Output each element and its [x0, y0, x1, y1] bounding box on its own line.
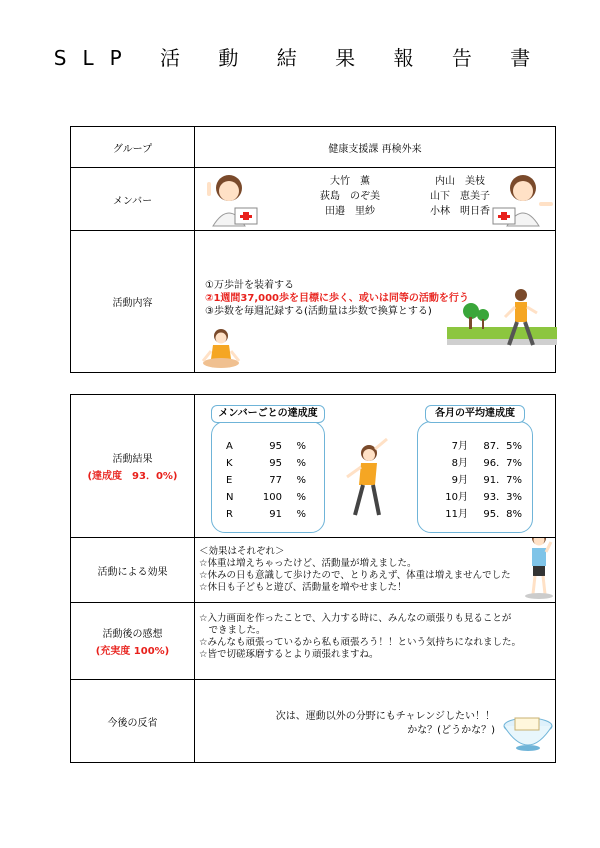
member-name: 荻島 のぞ美 [320, 191, 380, 202]
monthly-rate-box [417, 421, 533, 533]
monthly-rate-value: 91．7% [483, 475, 522, 486]
member-rate-name: A [226, 441, 233, 452]
result-cell [195, 395, 555, 537]
member-name: 小林 明日香 [430, 206, 490, 217]
effect-line: ☆休日も子どもと遊び、活動量を増やせました！ [199, 582, 407, 593]
monthly-rate-value: 95．8% [483, 509, 522, 520]
member-name: 内山 美枝 [435, 176, 485, 187]
effect-line: ☆体重は増えちゃったけど、活動量が増えました。 [199, 558, 417, 569]
content-item: ③歩数を毎週記録する(活動量は歩数で換算とする) [205, 306, 432, 317]
nurse-illustration-right [491, 172, 555, 228]
impression-label: 活動後の感想 [102, 629, 163, 640]
member-rate-name: E [226, 475, 233, 486]
members-label: メンバー [71, 168, 195, 231]
member-rate-unit: % [296, 458, 306, 469]
reflection-line: 次は、運動以外の分野にもチャレンジしたい！！ [275, 711, 495, 722]
member-rate-row [226, 455, 306, 472]
monthly-rate-row [432, 472, 522, 489]
result-label-cell [71, 395, 195, 538]
member-rate-title: メンバーごとの達成度 [211, 405, 325, 423]
reflection-list [195, 710, 495, 738]
monthly-rate-row [432, 438, 522, 455]
effect-cell [195, 538, 555, 602]
group-value: 健康支援課 再検外来 [195, 127, 556, 168]
member-name: 田邉 里紗 [325, 206, 375, 217]
impression-line: ☆入力画面を作ったことで、入力する時に、みんなの頑張りも見ることが [199, 613, 512, 624]
reflection-label: 今後の反省 [71, 680, 195, 763]
impression-label-cell [71, 603, 195, 680]
result-sub: (達成度 93．0%) [87, 471, 178, 482]
member-name: 大竹 薫 [330, 176, 370, 187]
member-rate-value: 77 [269, 475, 282, 486]
member-rate-row [226, 506, 306, 523]
member-rate-value: 91 [269, 509, 282, 520]
monthly-rate-row [432, 455, 522, 472]
monthly-rate-value: 96．7% [483, 458, 522, 469]
monthly-rate-month: 7月 [451, 441, 468, 452]
member-name: 山下 恵美子 [430, 191, 490, 202]
member-rate-unit: % [296, 441, 306, 452]
content-cell [195, 231, 555, 372]
stretch-illustration [339, 437, 391, 519]
impression-line: ☆みんなも頑張っているから私も頑張ろう！！という気持ちになれました。 [199, 637, 522, 648]
member-rate-value: 95 [269, 458, 282, 469]
monthly-rate-month: 10月 [445, 492, 468, 503]
monthly-rate-row [432, 506, 522, 523]
member-rate-value: 100 [262, 492, 282, 503]
walking-illustration [437, 287, 561, 371]
member-rate-value: 95 [269, 441, 282, 452]
impression-line: ☆皆で切磋琢磨するとより頑張れますね。 [199, 649, 379, 660]
effect-line: ☆休みの日も意識して歩けたので、とりあえず、体重は増えませんでした [199, 570, 511, 581]
member-rate-row [226, 489, 306, 506]
member-rate-unit: % [296, 509, 306, 520]
member-rate-name: K [226, 458, 233, 469]
monthly-rate-value: 93．3% [483, 492, 522, 503]
nurse-illustration-left [199, 172, 259, 228]
impression-cell [195, 603, 555, 679]
drinking-illustration [521, 538, 555, 600]
impression-sub: (充実度 100%) [95, 646, 170, 657]
group-label: グループ [71, 127, 195, 168]
monthly-rate-month: 8月 [451, 458, 468, 469]
monthly-rate-list [432, 438, 522, 523]
effect-list [199, 546, 511, 594]
member-rate-row [226, 438, 306, 455]
content-list [205, 279, 469, 318]
member-rate-unit: % [296, 475, 306, 486]
content-item: ①万歩計を装着する [205, 280, 294, 291]
monthly-rate-month: 9月 [451, 475, 468, 486]
impression-line: できました。 [199, 625, 266, 636]
member-rate-name: R [226, 509, 233, 520]
monthly-rate-row [432, 489, 522, 506]
member-rate-box [211, 421, 325, 533]
reflection-line: かな？(どうかな？) [407, 725, 495, 736]
monthly-rate-month: 11月 [445, 509, 468, 520]
members-cell [195, 168, 555, 230]
info-table [70, 126, 556, 373]
impression-list [199, 613, 521, 661]
page-title: SLP 活 動 結 果 報 告 書 [53, 46, 547, 70]
monthly-rate-value: 87．5% [483, 441, 522, 452]
effect-line: ＜効果はそれぞれ＞ [199, 546, 285, 557]
member-rate-unit: % [296, 492, 306, 503]
result-table [70, 394, 556, 763]
yoga-illustration [199, 327, 243, 369]
member-rate-row [226, 472, 306, 489]
monthly-rate-title: 各月の平均達成度 [425, 405, 525, 423]
content-label: 活動内容 [71, 231, 195, 373]
effect-label: 活動による効果 [71, 538, 195, 603]
member-rate-name: N [226, 492, 234, 503]
content-item-emphasis: ②1週間37,000歩を目標に歩く、或いは同等の活動を行う [205, 293, 469, 304]
member-rate-list [226, 438, 306, 523]
tofu-bowl-illustration [501, 704, 555, 754]
reflection-cell [195, 680, 555, 762]
result-label: 活動結果 [112, 454, 153, 465]
